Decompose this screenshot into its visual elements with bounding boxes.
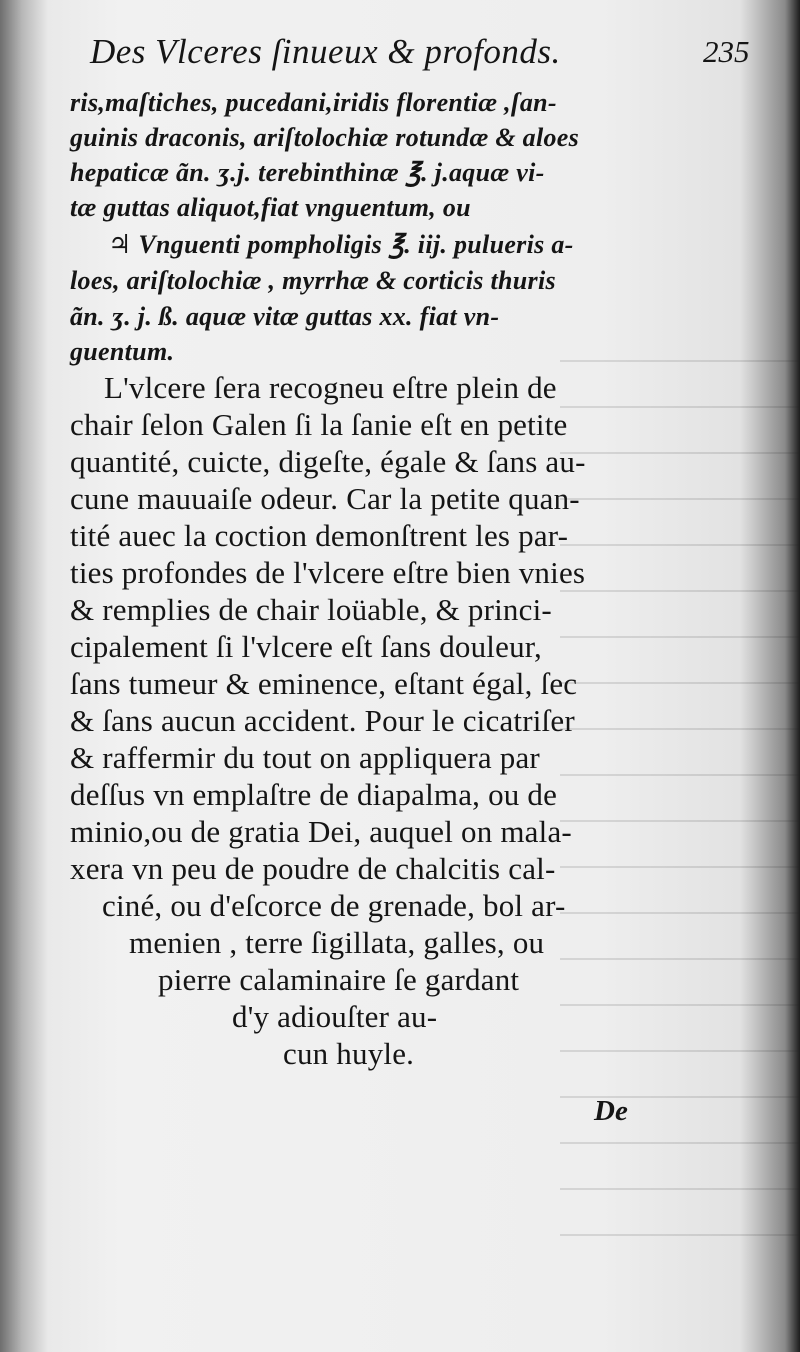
body-line: cune mauuaiſe odeur. Car la petite quan-: [70, 481, 580, 516]
catchword: De: [594, 1095, 628, 1127]
body-line: d'y adiouſter au-: [232, 999, 438, 1034]
body-line: chair ſelon Galen ſi la ſanie eſt en petite: [70, 407, 568, 442]
recipe-line: guinis draconis, ariſtolochiæ rotundæ & aloes: [70, 123, 580, 152]
body-line: menien , terre ſigillata, galles, ou: [129, 925, 545, 960]
body-line: L'vlcere ſera recogneu eſtre plein de: [104, 370, 557, 405]
recipe-line: ♃ Vnguenti pompholigis ℥. iij. pulueris a-: [108, 230, 574, 259]
recipe-line: tæ guttas aliquot,fiat vnguentum, ou: [70, 193, 471, 222]
body-line: cipalement ſi l'vlcere eſt ſans douleur,: [70, 629, 543, 664]
body-line: & raffermir du tout on appliquera par: [70, 740, 540, 775]
recipe-line: ãn. ʒ. j. ß. aquæ vitæ guttas xx. fiat vn-: [70, 302, 500, 331]
body-line: ties profondes de l'vlcere eſtre bien vnies: [70, 555, 586, 590]
body-line: minio,ou de gratia Dei, auquel on mala-: [70, 814, 572, 849]
body-line: deſſus vn emplaſtre de diapalma, ou de: [70, 777, 558, 812]
page-number: 235: [703, 34, 750, 69]
body-line: ciné, ou d'eſcorce de grenade, bol ar-: [102, 888, 566, 923]
body-line: ſans tumeur & eminence, eſtant égal, ſec: [70, 666, 578, 701]
body-line: cun huyle.: [283, 1036, 415, 1071]
body-line: quantité, cuicte, digeſte, égale & ſans au-: [70, 444, 586, 479]
body-line: tité auec la coction demonſtrent les par-: [70, 518, 569, 553]
body-line: pierre calaminaire ſe gardant: [158, 962, 520, 997]
body-line: & ſans aucun accident. Pour le cicatriſer: [70, 703, 575, 738]
body-line: xera vn peu de poudre de chalcitis cal-: [70, 851, 556, 886]
running-head: Des Vlceres ſinueux & profonds.: [90, 32, 561, 71]
recipe-line: loes, ariſtolochiæ , myrrhæ & corticis thuris: [70, 266, 556, 295]
recipe-line: hepaticæ ãn. ʒ.j. terebinthinæ ℥. j.aquæ vi-: [70, 158, 545, 187]
body-line: & remplies de chair loüable, & princi-: [70, 592, 552, 627]
recipe-line: guentum.: [70, 337, 175, 366]
recipe-line: ris,maſtiches, pucedani,iridis florentiæ ,ſan-: [70, 88, 557, 117]
